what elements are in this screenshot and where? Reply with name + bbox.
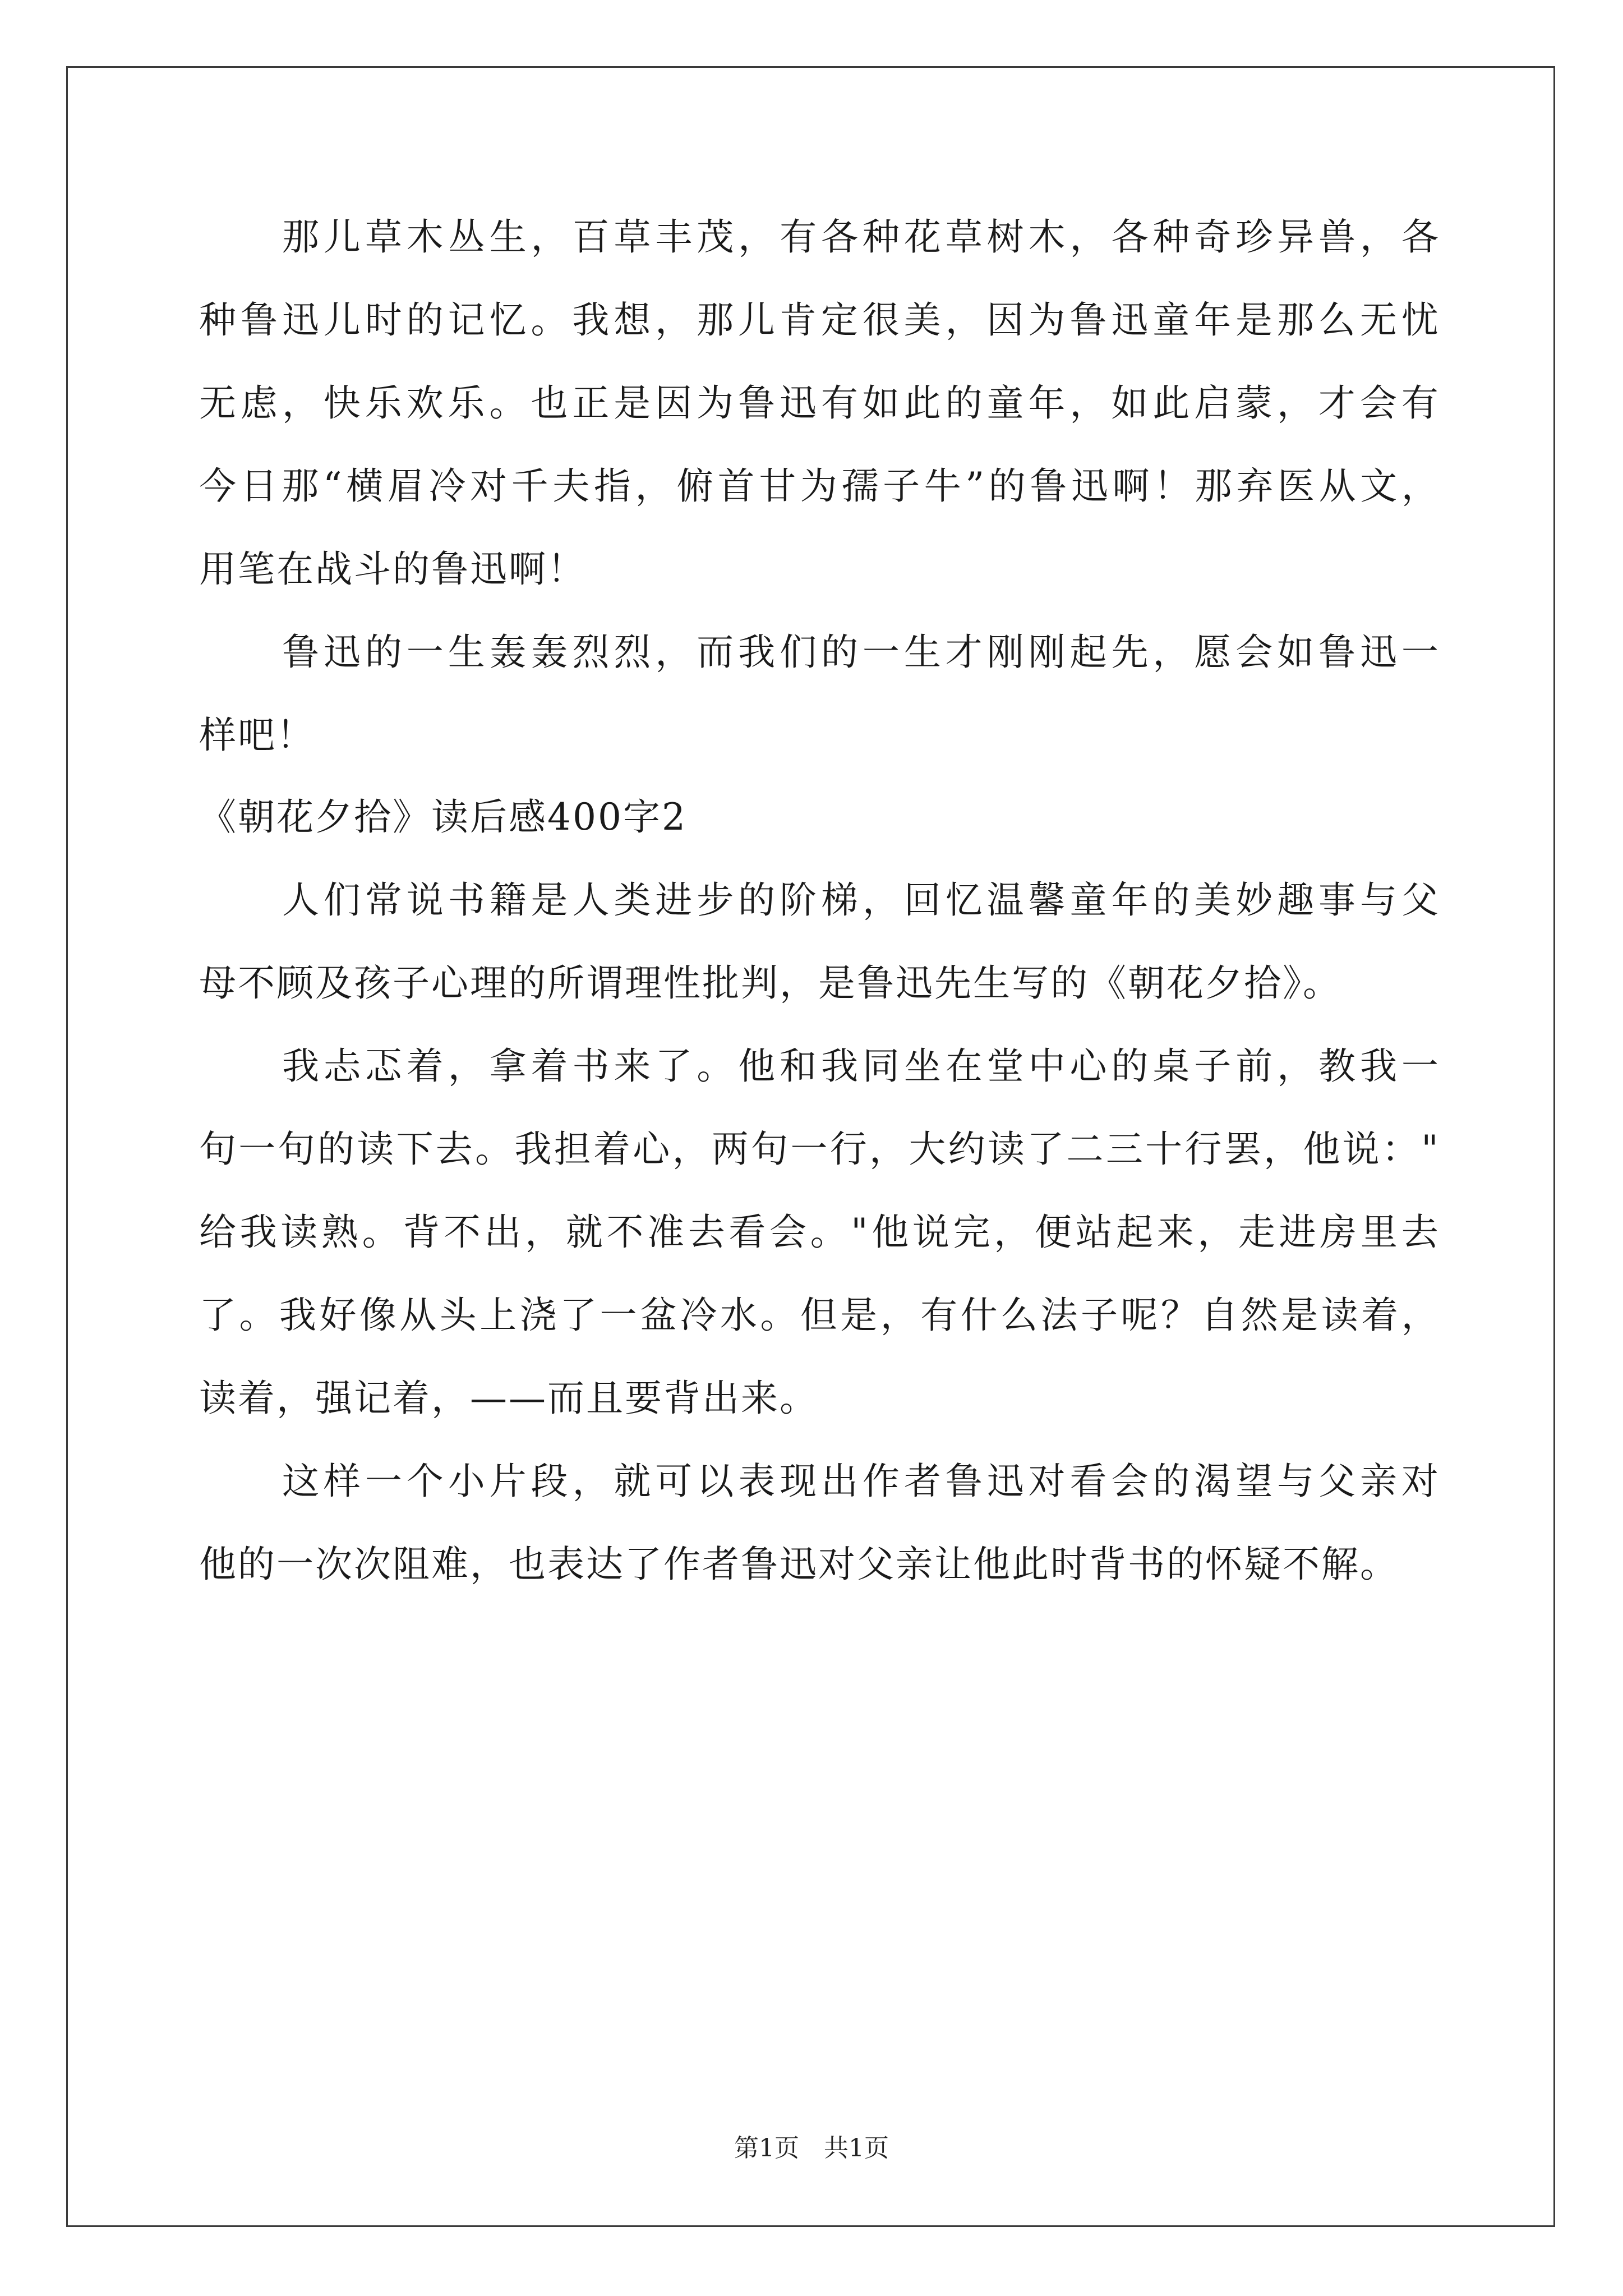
paragraph-line: 句 一 句 的 读 下 去 。 我 担 着 心 ， 两 句 一 行 ， 大 约 读 了 二 三 十 行 罢 ， 他 说 ： " bbox=[199, 1128, 1438, 1171]
paragraph-line: 样吧！ bbox=[199, 714, 315, 757]
paragraph-line: 这 样 一 个 小 片 段 ， 就 可 以 表 现 出 作 者 鲁 迅 对 看 会 的 渴 望 与 父 亲 对 bbox=[282, 1460, 1438, 1503]
section-heading: 《朝花夕拾》读后感400字2 bbox=[199, 795, 687, 839]
paragraph-line: 他的一次次阻难，也表达了作者鲁迅对父亲让他此时背书的怀疑不解。 bbox=[199, 1543, 1399, 1586]
paragraph-line: 读着，强记着，——而且要背出来。 bbox=[199, 1377, 818, 1420]
paragraph-line: 给 我 读 熟 。 背 不 出 ， 就 不 准 去 看 会 。 " 他 说 完 ， 便 站 起 来 ， 走 进 房 里 去 bbox=[199, 1211, 1438, 1254]
paragraph-line: 鲁 迅 的 一 生 轰 轰 烈 烈 ， 而 我 们 的 一 生 才 刚 刚 起 先 ， 愿 会 如 鲁 迅 一 bbox=[282, 631, 1438, 674]
paragraph-line: 那 儿 草 木 丛 生 ， 百 草 丰 茂 ， 有 各 种 花 草 树 木 ， 各 种 奇 珍 异 兽 ， 各 bbox=[282, 215, 1438, 259]
paragraph-line: 无 虑 ， 快 乐 欢 乐 。 也 正 是 因 为 鲁 迅 有 如 此 的 童 年 ， 如 此 启 蒙 ， 才 会 有 bbox=[199, 381, 1438, 425]
page-footer: 第1页 共1页 bbox=[734, 2134, 889, 2162]
paragraph-line: 人 们 常 说 书 籍 是 人 类 进 步 的 阶 梯 ， 回 忆 温 馨 童 年 的 美 妙 趣 事 与 父 bbox=[282, 878, 1438, 922]
paragraph-line: 今 日 那 “ 横 眉 冷 对 千 夫 指 ， 俯 首 甘 为 孺 子 牛 ” 的 鲁 迅 啊 ！ 那 弃 医 从 文 ， bbox=[199, 464, 1438, 508]
paragraph-line: 了 。 我 好 像 从 头 上 浇 了 一 盆 冷 水 。 但 是 ， 有 什 么 法 子 呢 ？ 自 然 是 读 着 ， bbox=[199, 1294, 1438, 1337]
paragraph-line: 用笔在战斗的鲁迅啊！ bbox=[199, 547, 586, 591]
paragraph-line: 种 鲁 迅 儿 时 的 记 忆 。 我 想 ， 那 儿 肯 定 很 美 ， 因 为 鲁 迅 童 年 是 那 么 无 忧 bbox=[199, 298, 1438, 342]
paragraph-line: 母不顾及孩子心理的所谓理性批判，是鲁迅先生写的《朝花夕拾》。 bbox=[199, 961, 1341, 1005]
paragraph-line: 我 忐 忑 着 ， 拿 着 书 来 了 。 他 和 我 同 坐 在 堂 中 心 的 桌 子 前 ， 教 我 一 bbox=[282, 1045, 1438, 1088]
